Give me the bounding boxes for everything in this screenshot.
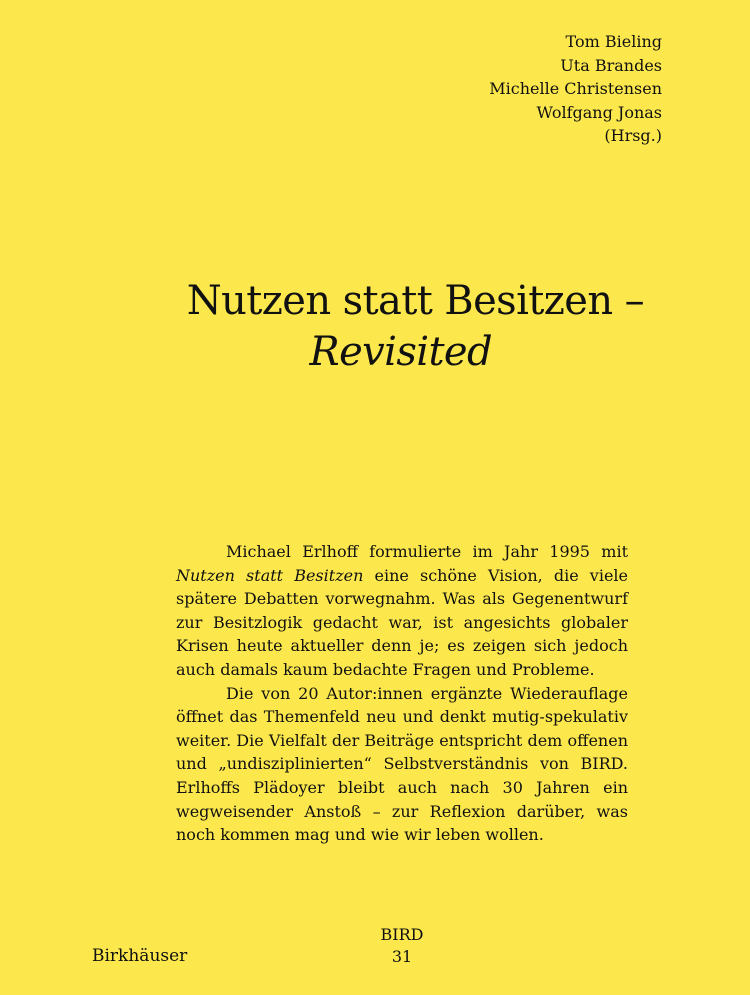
series-name: BIRD <box>380 925 424 944</box>
series-info <box>350 924 454 968</box>
blurb-p1-after: eine schöne Vision, die viele spätere Debatten vorwegnahm. Was als Gegenentwurf zur Besitzlogik gedacht war, ist angesichts globaler Krisen heute aktueller denn je; es zeigen sich jedoch auch damals kaum bedachte Fragen und Probleme. <box>176 565 629 679</box>
publisher-name: Birkhäuser <box>92 946 188 966</box>
series-number: 31 <box>391 947 413 966</box>
editor-name: Wolfgang Jonas <box>536 102 662 122</box>
book-title-line1: Nutzen statt Besitzen – <box>186 278 644 324</box>
editors-role-label: (Hrsg.) <box>604 126 662 145</box>
blurb-p1-italic-title: Nutzen statt Besitzen <box>176 565 364 585</box>
blurb-paragraph-2: Die von 20 Autor:innen ergänzte Wiederauflage öffnet das Themenfeld neu und denkt mutig-spekulativ weiter. Die Vielfalt der Beiträge entspricht dem offenen und „undisziplinierten“ Selbstverständnis von BIRD. Erlhoffs Plädoyer bleibt auch nach 30 Jahren ein wegweisender Anstoß – zur Reflexion darüber, was noch kommen mag und wie wir leben wollen. <box>176 683 628 845</box>
book-title <box>100 276 644 378</box>
editors-list <box>489 30 662 148</box>
editor-name: Uta Brandes <box>560 55 662 75</box>
editor-name: Michelle Christensen <box>489 79 662 98</box>
blurb-p1-before: Michael Erlhoff formulierte im Jahr 1995 mit <box>226 542 628 561</box>
book-title-line2: Revisited <box>309 329 492 375</box>
blurb-text <box>176 540 628 847</box>
blurb-paragraph-1 <box>176 540 628 682</box>
editor-name: Tom Bieling <box>565 32 662 51</box>
